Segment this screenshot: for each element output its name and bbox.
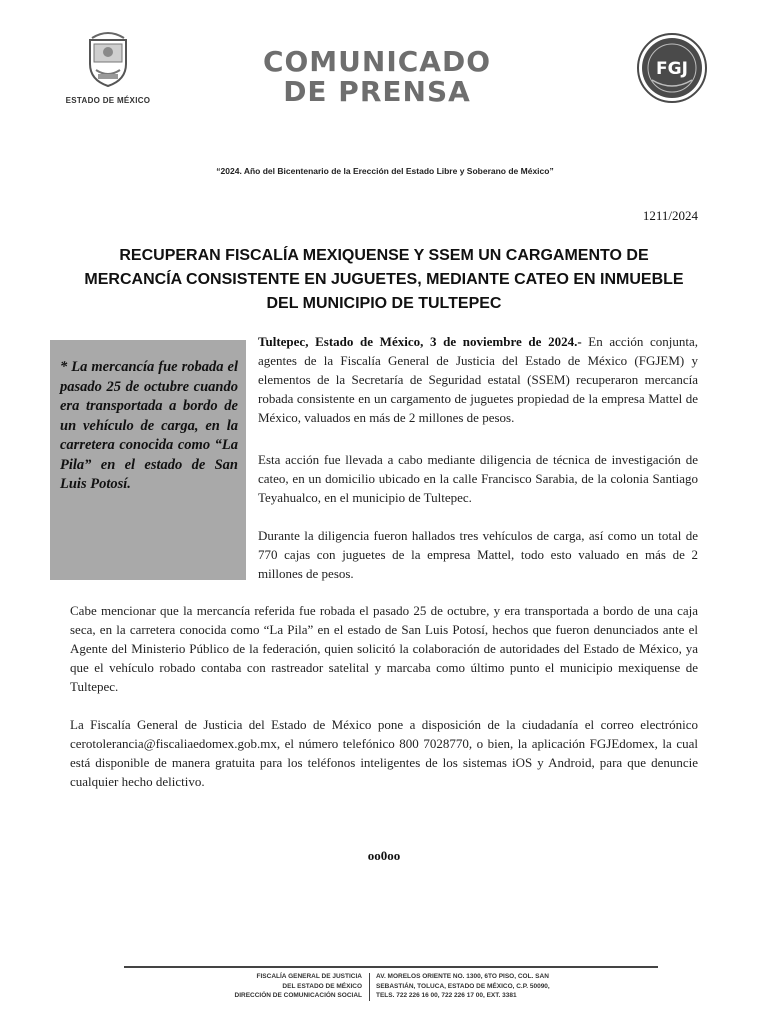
release-number: 1211/2024 (642, 208, 698, 223)
footer-divider (124, 966, 658, 968)
paragraph-1 (258, 332, 698, 427)
sidebar-note: * La mercancía fue robada el pasado 25 de octubre cuando era transportada a bordo de un vehículo de carga, en la carretera conocida como “La Pila” en el estado de San Luis Potosí. (60, 359, 238, 492)
footer-institution (124, 972, 362, 1001)
headline: RECUPERAN FISCALÍA MEXIQUENSE Y SSEM UN CARGAMENTO DE MERCANCÍA CONSISTENTE EN JUGUETES, MEDIANTE CATEO EN INMUEBLE DEL MUNICIPIO DE TULTEPEC (84, 247, 684, 312)
footer-institution-line-2: DEL ESTADO DE MÉXICO (282, 982, 362, 990)
state-crest-icon (84, 30, 132, 88)
fgj-seal-icon (636, 32, 708, 104)
paragraph-3: Durante la diligencia fueron hallados tres vehículos de carga, así como un total de 770 cajas con juguetes de la empresa Mattel, todo esto valuado en más de 2 millones de pesos. (258, 528, 698, 581)
footer-address-line-1: AV. MORELOS ORIENTE NO. 1300, 6TO PISO, COL. SAN (376, 973, 549, 980)
paragraph-4: Cabe mencionar que la mercancía referida fue robada el pasado 25 de octubre, y era transportada a bordo de una caja seca, en la carretera conocida como “La Pila” en el estado de San Luis Potosí, hechos que fueron denunciados ante el Agente del Ministerio Público de la federación, quien solicitó la colaboración de autoridades del Estado de México, ya que el vehículo robado contaba con rastreador satelital y marcaba como último punto el municipio mexiquense de Tultepec. (70, 603, 698, 694)
press-release-title (220, 47, 534, 107)
paragraph-5: La Fiscalía General de Justicia del Estado de México pone a disposición de la ciudadanía el correo electrónico cerotolerancia@fiscaliaedomex.gob.mx, el número telefónico 800 7028770, o bien, la aplicación FGJEdomex, la cual está disponible de manera gratuita para los teléfonos inteligentes de los sistemas iOS y Android, para que denuncie cualquier hecho delictivo. (70, 717, 698, 789)
fgj-seal-text: FGJ (656, 59, 688, 79)
estado-de-mexico-label: ESTADO DE MÉXICO (65, 96, 151, 105)
estado-de-mexico-logo (62, 30, 154, 108)
paragraph-2: Esta acción fue llevada a cabo mediante diligencia de técnica de investigación de cateo, en un domicilio ubicado en la calle Francisco Sarabia, de la colonia Santiago Teyahualco, en el municipio de Tultepec. (258, 452, 698, 505)
year-motto: “2024. Año del Bicentenario de la Erección del Estado Libre y Soberano de México” (216, 166, 554, 176)
title-line-1: COMUNICADO (262, 45, 492, 78)
paragraph-1-text: En acción conjunta, agentes de la Fiscalía General de Justicia del Estado de México (FGJEM) y elementos de la Secretaría de Seguridad estatal (SSEM) recuperaron mercancía robada consistente en un cargamento de juguetes propiedad de la empresa Mattel de México, valuados en más de 2 millones de pesos. (258, 334, 698, 425)
closing-mark: oo0oo (367, 848, 401, 863)
footer-institution-line-1: FISCALÍA GENERAL DE JUSTICIA (256, 973, 362, 980)
footer-separator (369, 973, 370, 1001)
footer-address (376, 972, 658, 1001)
footer-address-line-2: SEBASTIÁN, TOLUCA, ESTADO DE MÉXICO, C.P. 50090, (376, 982, 550, 990)
sidebar-highlight-box (50, 340, 246, 580)
dateline: Tultepec, Estado de México, 3 de noviembre de 2024.- (258, 334, 582, 349)
footer-institution-line-3: DIRECCIÓN DE COMUNICACIÓN SOCIAL (234, 992, 362, 999)
footer-address-line-3: TELS. 722 226 16 00, 722 226 17 00, EXT. 3381 (376, 992, 517, 999)
title-line-2: DE PRENSA (283, 75, 471, 108)
